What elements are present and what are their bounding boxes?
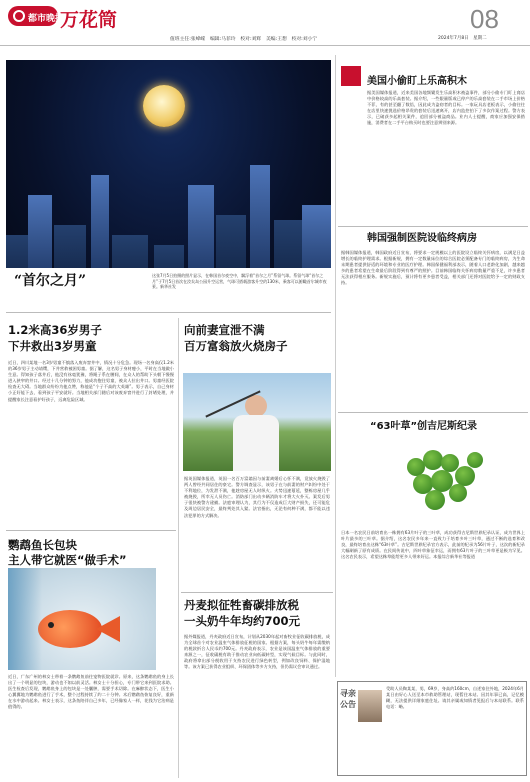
fish-photo [8, 568, 156, 670]
staff-line: 值班主任:张峰嵘 编辑:马菲玲 校对:刘辉 美编:王想 校对:刘小宁 [170, 37, 318, 42]
logo-text: 都市晚报 [28, 14, 65, 24]
column-divider [335, 55, 336, 677]
golf-photo [183, 373, 331, 471]
rescue-headline-2: 下井救出3岁男童 [8, 339, 97, 353]
lego-body: 据美国媒体报道，近来美国各地频繁发生乐高积木被盗事件，部分小偷专门盯上商店中价格较高的乐高套装。据介绍，一些限量版或已停产的乐高套装在二手市场上价格不菲，有的甚至翻了数倍，因此成为盗窃者的目标。一家玩具店老板表示，小偷往往在店里快速挑选价格昂贵的套装后迅速离开，店内监控拍下了多次作案过程。警方表示，已破获多起相关案件，追回部分被盗商品。业内人士提醒，商家应加强安保措施，消费者在二手平台购买时也要注意辨别来源。 [367, 90, 525, 126]
date-line: 2024年7月8日 星期二 [438, 36, 487, 41]
golf-body: 据英国媒体报道，英国一名百万富翁因与前妻离婚后心怀不满，竟放火烧毁了两人曾经共同居住的豪宅。警方调查显示，该男子在与前妻的财产纠纷中处于不利地位，为发泄不满，他趁房屋无人时纵火。火势迅速蔓延，整栋房屋几乎被烧毁，所幸无人员伤亡。消防部门出动多辆消防车才将大火扑灭。案发后男子很快被警方逮捕。法庭审理认为，其行为不仅造成巨大财产损失，还可能危及周边居民安全，最终判处其入狱。法官指出，无论有何种不满，都不能以违法犯罪的方式解决。 [184, 476, 330, 518]
golf-headline-2: 百万富翁放火烧房子 [184, 339, 288, 353]
fish-headline-2: 主人带它就医“做手术” [8, 553, 127, 567]
moon-balloon [143, 85, 185, 127]
hospital-headline: 韩国强制医院设临终病房 [367, 233, 477, 244]
hospital-body: 据韩国媒体报道，韩国政府近日宣布，将要求一定规模以上的医院设立临终关怀病房，以满足日益增长的临终护理需求。根据新规，拥有一定数量床位的综合医院必须配备专门的临终病房，为生命末期患者提供舒适的环境和专业的医疗护理。韩国保健福利部表示，随着人口老龄化加剧，越来越多的患者希望在生命最后阶段得到有尊严的照护。目前韩国临终关怀病房数量严重不足，许多患者无法获得相应服务。新规实施后，预计将有更多患者受益，相关部门还将对医院给予一定的财政支持。 [341, 250, 525, 286]
lead-caption: 这张7月5日拍摄的照片显示，在韩国首尔夜空中，飘浮着“首尔之月”系留气球。系留气球“首尔之月”于7月5日首次在汝矣岛公园升空运营，气球可搭载游客升空约130米，乘客可以俯瞰首尔城市夜景。新华社发 [152, 273, 327, 290]
milk-headline-2: 一头奶牛年均约700元 [184, 614, 301, 628]
page-number: 08 [470, 4, 499, 34]
newspaper-logo [8, 6, 65, 26]
fish-body: 近日，广东广州的林女士带着一条鹦鹉鱼前往宠物医院就诊。原来，这条鹦鹉鱼的身上长出了一个明显的包块，游动也不如以前灵活。林女士十分担心，专门带它来到医院求助。医生检查后发现，鹦鹉鱼身上的包块是一处囊肿，需要手术切除。在麻醉状态下，医生小心翼翼地为鹦鹉鱼进行了手术，整个过程持续了约二十分钟。术后鹦鹉鱼恢复良好，重新在水中游动起来。林女士表示，这条鱼陪伴自己多年，已经像家人一样，花钱为它治病是值得的。 [8, 674, 174, 710]
golf-headline-1: 向前妻宣泄不满 [184, 323, 265, 337]
section-rule [181, 592, 333, 593]
column-marker [341, 66, 361, 86]
masthead-rule [0, 45, 530, 46]
milk-headline-1: 丹麦拟征牲畜碳排放税 [184, 598, 299, 612]
notice-photo [358, 690, 382, 722]
section-rule [338, 226, 528, 227]
grass-headline: “63叶草”创吉尼斯纪录 [370, 421, 478, 432]
milk-body: 据外媒报道，丹麦政府近日宣布，计划从2030年起对畜牧业征收碳排放税，成为全球首个对农业温室气体排放征税的国家。根据方案，每头奶牛每年需缴纳的税款折合人民币约700元。丹麦政府表示，农业是该国温室气体排放的重要来源之一，征收碳税有助于推动农业向低碳转型，实现气候目标。与此同时，政府将拿出部分税收用于支持农民进行绿色转型，例如改良饲料、保护湿地等。该方案已获得农业组织、环保团体等多方支持，但仍需议会审议通过。 [184, 634, 330, 670]
section-rule [338, 412, 528, 413]
section-rule [6, 312, 331, 313]
rescue-headline-1: 1.2米高36岁男子 [8, 323, 102, 337]
notice-body: 受助人员陶某某，男，69岁，身高约160cm，自述家住外地，2024年6月某日由好心人送至本市救助管理站，现暂住本站。因其年事已高，记忆模糊，无法提供详细家庭住址。请其亲属或知情者见报后与本站联系。联系电话：略。 [386, 686, 524, 710]
section-rule [6, 530, 176, 531]
logo-mark-icon [13, 10, 25, 22]
column-divider [178, 318, 179, 778]
notice-title: 寻亲公告 [340, 689, 356, 709]
section-title: 万花筒 [60, 9, 118, 31]
rescue-body: 近日，四川某地一名3岁男童不慎落入废弃窨井中，情况十分危急。现场一名身高仅1.2米的36岁男子主动请缨，下井营救被困男童。据了解，这名男子身材瘦小，平时在当地做小生意。得知孩子落井后，他没有丝毫犹豫，将绳子系在腰间，在众人的帮助下头朝下慢慢进入狭窄的井口。经过十几分钟的努力，他成功抱住男童，被众人拉出井口。男童经医院检查无大碍。当地群众纷纷为他点赞，称他是“个子不高的大英雄”。男子表示，自己身材小正好能下去，看到孩子平安就好。当地相关部门随后对该废弃窨井进行了封堵处理，并提醒家长注意看护好孩子，远离危险区域。 [8, 360, 174, 402]
lego-headline: 美国小偷盯上乐高积木 [367, 76, 467, 87]
grass-body: 日本一名农民日前培育出一株拥有63片叶子的三叶草，成功获得吉尼斯世界纪录认证，成为世界上叶片最多的三叶草。据介绍，这名农民多年来一直致力于培育多叶三叶草，通过不断的选育和改良，最终培育出这株“63叶草”。吉尼斯世界纪录官方表示，此前的纪录为56片叶子，这次的新纪录大幅刷新了原有成绩。在民间传说中，四叶草象征幸运，而拥有63片叶子的三叶草更是极为罕见。这名农民表示，希望这株草能给更多人带来好运。本报综合新华社等报道 [341, 530, 525, 560]
fish-headline-1: 鹦鹉鱼长包块 [8, 538, 77, 552]
lead-title: “首尔之月” [14, 273, 87, 289]
clover-photo [367, 438, 525, 526]
